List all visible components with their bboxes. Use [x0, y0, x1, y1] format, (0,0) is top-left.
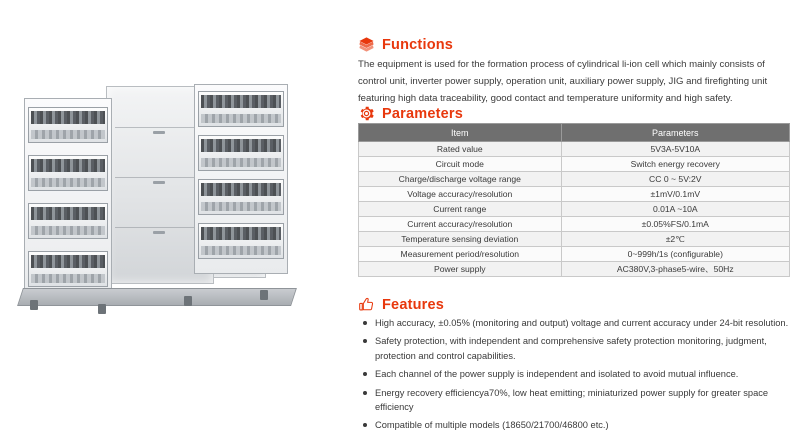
param-value: 0.01A ~10A	[561, 202, 789, 217]
table-row	[359, 202, 790, 217]
table-row	[359, 262, 790, 277]
param-item: Power supply	[359, 262, 562, 277]
param-item: Circuit mode	[359, 157, 562, 172]
table-row	[359, 187, 790, 202]
param-item: Temperature sensing deviation	[359, 232, 562, 247]
table-row	[359, 172, 790, 187]
parameters-table	[358, 123, 790, 277]
param-value: Switch energy recovery	[561, 157, 789, 172]
table-row	[359, 232, 790, 247]
parameters-heading	[358, 105, 463, 122]
spec-content	[352, 0, 800, 431]
features-list	[362, 316, 792, 437]
param-item: Measurement period/resolution	[359, 247, 562, 262]
list-item: Each channel of the power supply is independent and isolated to avoid mutual influence.	[362, 367, 792, 381]
table-row	[359, 247, 790, 262]
param-value: ±1mV/0.1mV	[561, 187, 789, 202]
equipment-illustration	[24, 80, 324, 310]
table-header-row	[359, 124, 790, 142]
param-item: Current accuracy/resolution	[359, 217, 562, 232]
features-title: Features	[382, 296, 445, 313]
param-value: ±2℃	[561, 232, 789, 247]
list-item: Energy recovery efficiencya70%, low heat emitting; miniaturized power supply for greater space efficiency	[362, 386, 792, 415]
param-item: Charge/discharge voltage range	[359, 172, 562, 187]
header-item: Item	[359, 124, 562, 142]
param-value: AC380V,3-phase5-wire、50Hz	[561, 262, 789, 277]
cabinet-rack-front	[24, 98, 112, 296]
features-heading	[358, 296, 444, 313]
header-parameters: Parameters	[561, 124, 789, 142]
functions-body: The equipment is used for the formation process of cylindrical li-ion cell which mainly consists of control unit, inverter power supply, operation unit, auxiliary power supply, JIG and firefighting unit featuring high data traceability, good contact and temperature uniformity and high safety.	[358, 59, 768, 105]
param-value: CC 0 ~ 5V:2V	[561, 172, 789, 187]
table-row	[359, 142, 790, 157]
table-row	[359, 157, 790, 172]
param-item: Current range	[359, 202, 562, 217]
cabinet-base	[17, 288, 297, 306]
param-value: 0~999h/1s (configurable)	[561, 247, 789, 262]
product-image	[0, 0, 352, 416]
cabinet-rack-back	[194, 84, 288, 274]
param-value: 5V3A-5V10A	[561, 142, 789, 157]
param-value: ±0.05%FS/0.1mA	[561, 217, 789, 232]
list-item: Safety protection, with independent and comprehensive safety protection monitoring, judgment, protection and control capabilities.	[362, 334, 792, 363]
functions-heading	[358, 36, 453, 53]
param-item: Voltage accuracy/resolution	[359, 187, 562, 202]
hand-thumb-icon	[358, 296, 375, 313]
parameters-title: Parameters	[382, 105, 463, 122]
functions-title: Functions	[382, 36, 454, 53]
stacked-layers-icon	[358, 36, 375, 53]
list-item: High accuracy, ±0.05% (monitoring and output) voltage and current accuracy under 24-bit resolution.	[362, 316, 792, 330]
gear-icon	[358, 105, 375, 122]
table-row	[359, 217, 790, 232]
list-item: Compatible of multiple models (18650/21700/46800 etc.)	[362, 418, 792, 432]
param-item: Rated value	[359, 142, 562, 157]
